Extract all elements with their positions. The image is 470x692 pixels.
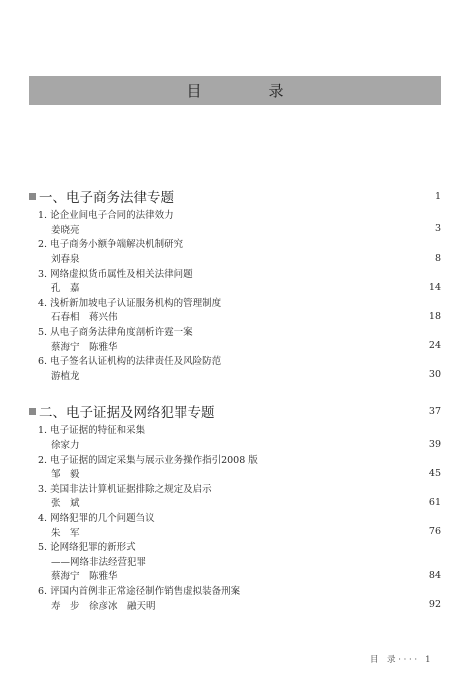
- toc-entry[interactable]: [38, 295, 441, 324]
- section-heading[interactable]: [29, 186, 441, 206]
- entry-page-number: 45: [428, 467, 441, 479]
- footer-page-number: 1: [425, 655, 431, 665]
- toc-entry[interactable]: [38, 207, 441, 236]
- page-footer: [370, 653, 431, 665]
- toc-entry[interactable]: [38, 353, 441, 382]
- entry-title: 1. 论企业间电子合同的法律效力: [38, 210, 174, 222]
- section-heading[interactable]: [29, 401, 441, 421]
- table-of-contents: [29, 186, 441, 612]
- entry-title: 4. 浅析新加坡电子认证服务机构的管理制度: [38, 297, 222, 309]
- entry-title: 4. 网络犯罪的几个问题刍议: [38, 512, 155, 524]
- entry-page-number: 24: [428, 340, 441, 352]
- toc-entry[interactable]: [38, 236, 441, 265]
- entry-title: 1. 电子证据的特征和采集: [38, 425, 146, 437]
- square-bullet-icon: [29, 408, 36, 415]
- entry-author: 石春相 蒋兴伟: [51, 312, 118, 324]
- entry-title: 3. 网络虚拟货币属性及相关法律问题: [38, 268, 193, 280]
- entry-page-number: 61: [428, 496, 441, 508]
- toc-entry[interactable]: [38, 422, 441, 451]
- entry-author: 姜晓亮: [51, 224, 80, 236]
- entry-title: 5. 从电子商务法律角度剖析许霆一案: [38, 327, 193, 339]
- entry-author: 孔 嘉: [51, 283, 80, 295]
- toc-entry[interactable]: [38, 451, 441, 480]
- entry-author: 徐家力: [51, 440, 80, 452]
- entry-author: 张 斌: [51, 498, 80, 510]
- entry-page-number: 39: [428, 438, 441, 450]
- toc-entry[interactable]: [38, 539, 441, 583]
- entry-author: 刘春泉: [51, 254, 80, 266]
- entry-page-number: 18: [428, 310, 441, 322]
- entry-author: 游植龙: [51, 370, 80, 382]
- section-page-number: 37: [428, 405, 441, 417]
- entry-title: 5. 论网络犯罪的新形式: [38, 542, 136, 554]
- entry-subtitle: ——网络非法经营犯罪: [51, 556, 147, 568]
- toc-entry[interactable]: [38, 324, 441, 353]
- entry-title: 3. 美国非法计算机证据排除之规定及启示: [38, 483, 212, 495]
- entry-page-number: 84: [428, 569, 441, 581]
- footer-label: 目 录 · · · ·: [370, 655, 418, 665]
- toc-header-bar: [29, 76, 441, 105]
- entry-title: 6. 评国内首例非正常途径制作销售虚拟装备刑案: [38, 585, 241, 597]
- entry-title: 6. 电子签名认证机构的法律责任及风险防范: [38, 356, 222, 368]
- entry-page-number: 8: [434, 252, 441, 264]
- entry-author: 蔡海宁 陈雅华: [51, 571, 118, 583]
- entry-page-number: 30: [428, 369, 441, 381]
- page-title: 目 录: [186, 82, 310, 100]
- entry-author: 邹 毅: [51, 469, 80, 481]
- entry-title: 2. 电子证据的固定采集与展示业务操作指引2008 版: [38, 454, 258, 466]
- section-title: 二、电子证据及网络犯罪专题: [39, 405, 215, 422]
- entry-page-number: 76: [428, 526, 441, 538]
- entry-page-number: 3: [434, 223, 441, 235]
- entry-author: 朱 军: [51, 527, 80, 539]
- toc-entry[interactable]: [38, 510, 441, 539]
- entry-author: 蔡海宁 陈雅华: [51, 341, 118, 353]
- section-title: 一、电子商务法律专题: [39, 190, 174, 206]
- entry-author: 寿 步 徐彦冰 融天明: [51, 600, 156, 612]
- toc-entry[interactable]: [38, 481, 441, 510]
- section-page-number: 1: [434, 190, 441, 202]
- toc-entry[interactable]: [38, 583, 441, 612]
- square-bullet-icon: [29, 193, 36, 200]
- entry-page-number: 14: [428, 281, 441, 293]
- toc-entry[interactable]: [38, 265, 441, 294]
- entry-title: 2. 电子商务小额争端解决机制研究: [38, 239, 184, 251]
- entry-page-number: 92: [428, 599, 441, 611]
